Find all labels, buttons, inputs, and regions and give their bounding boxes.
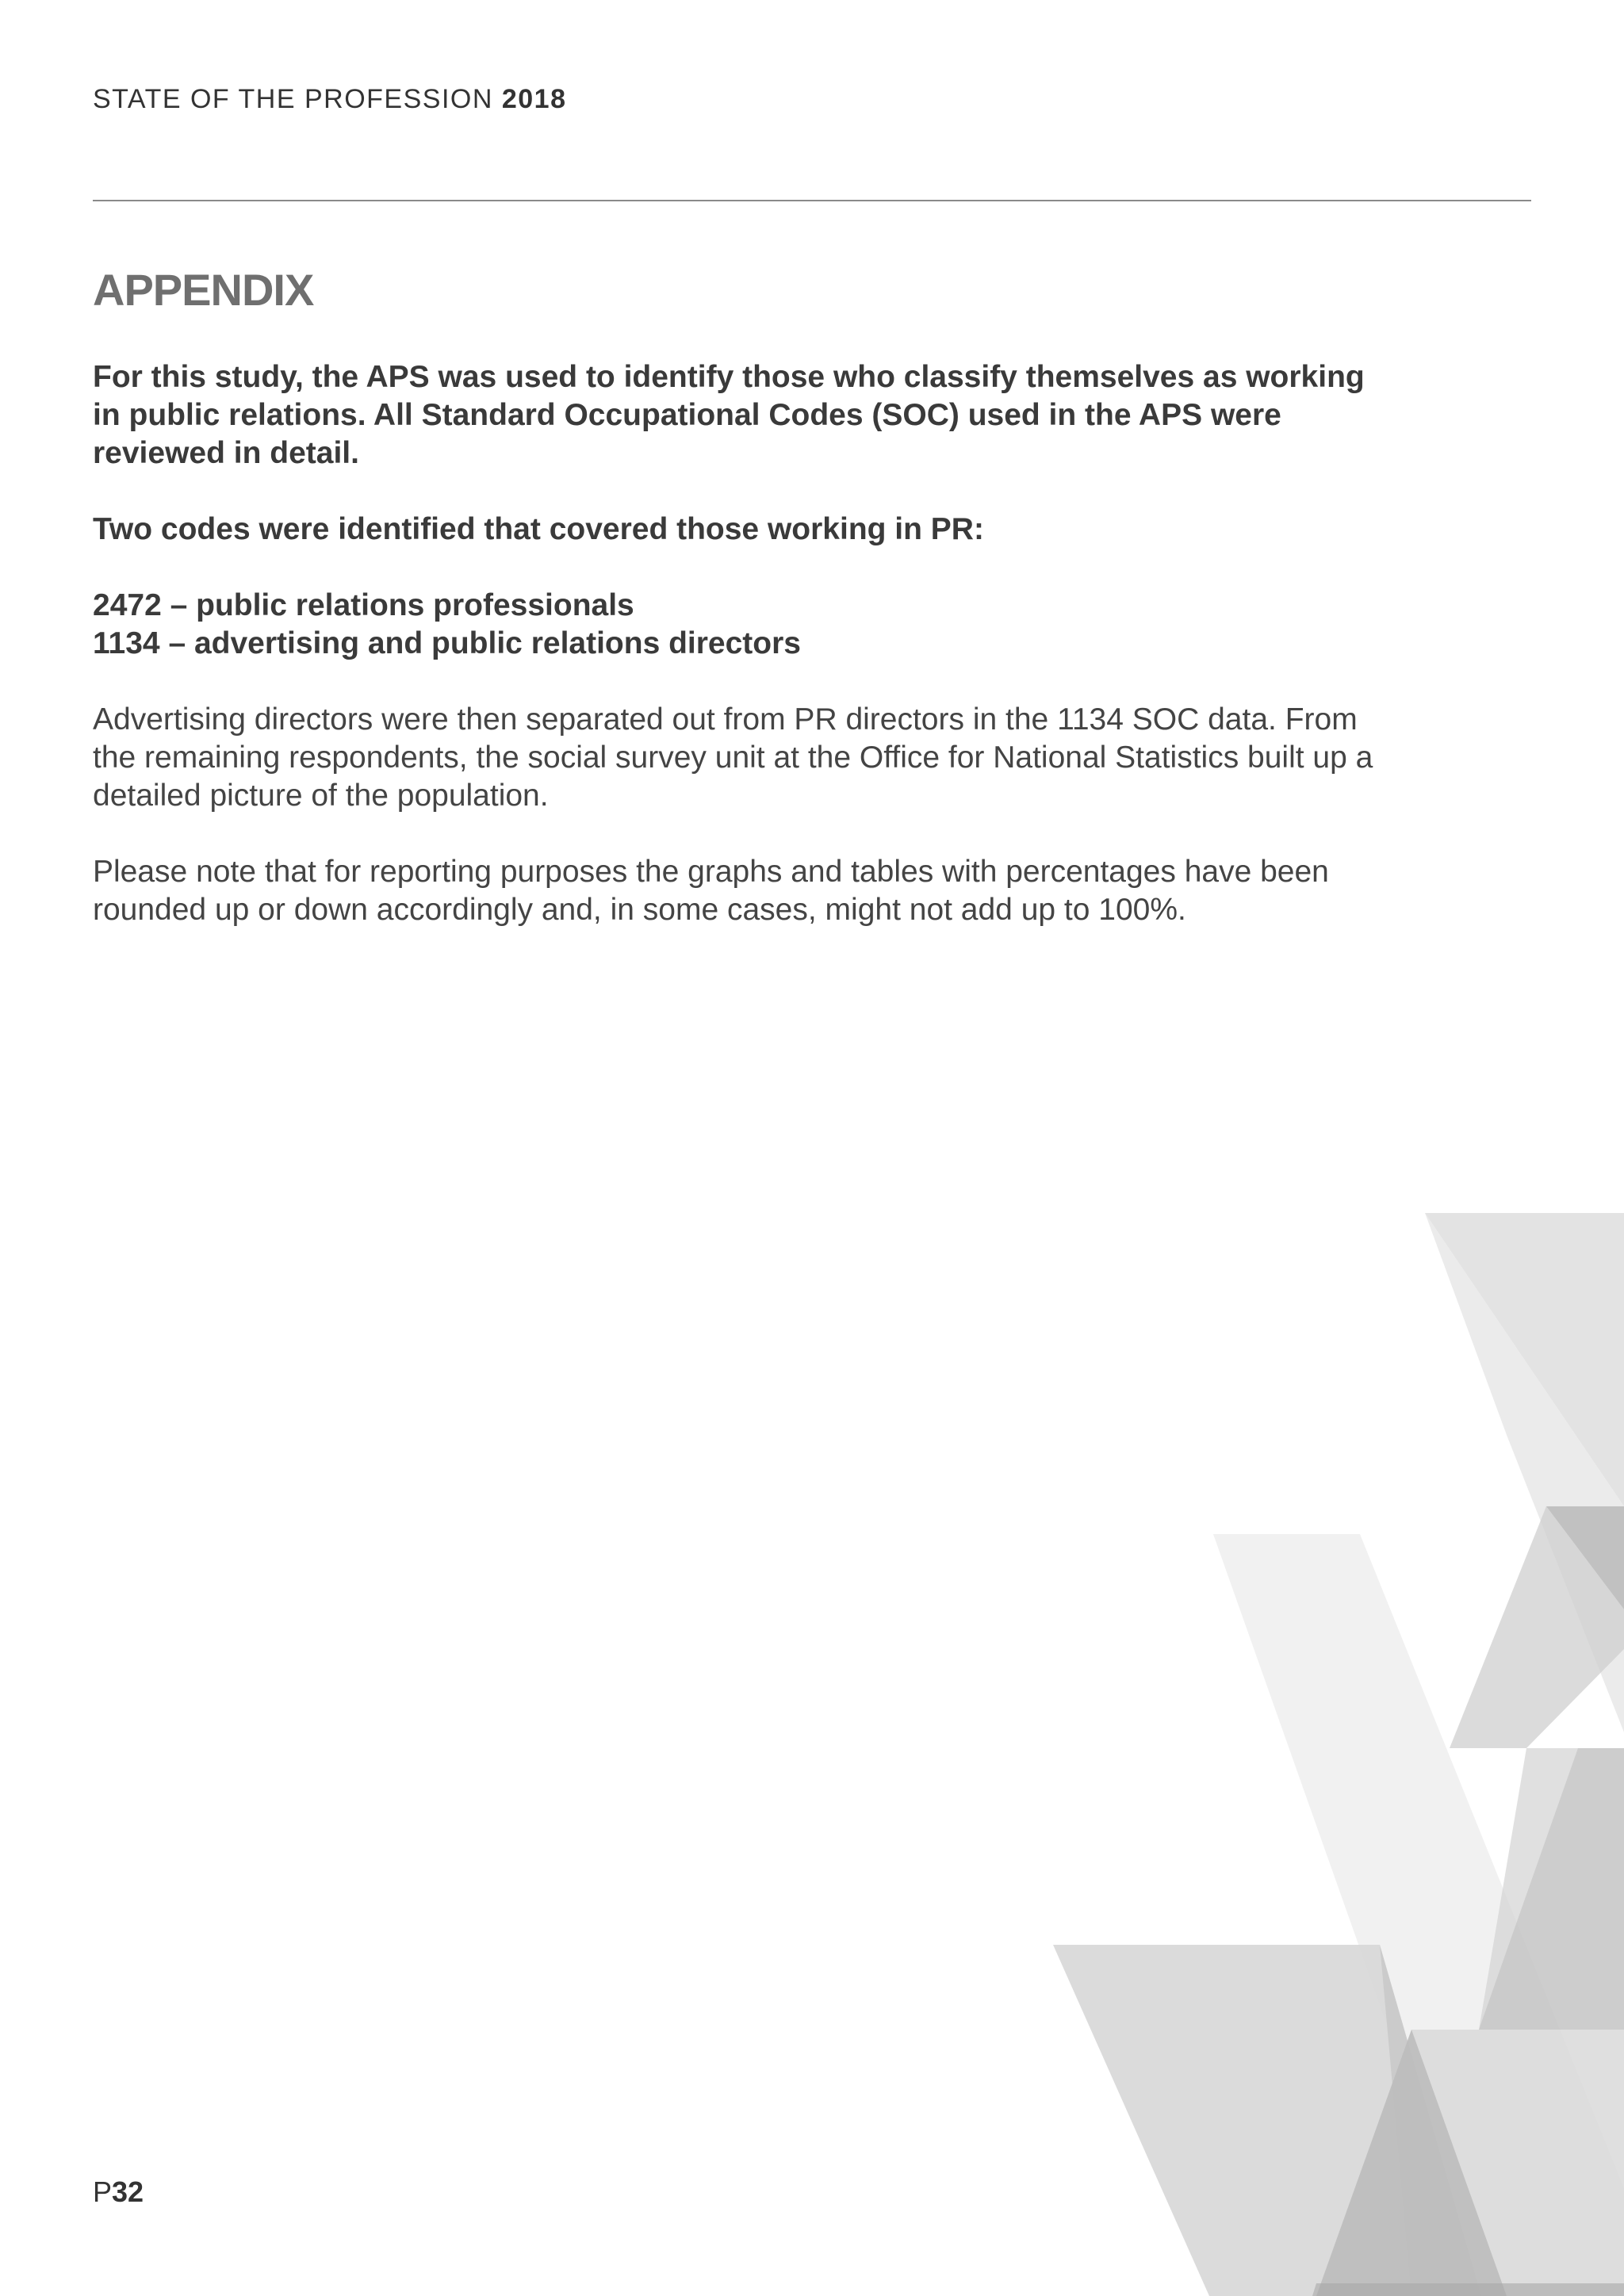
rounding-note-paragraph: Please note that for reporting purposes the graphs and tables with percentages have been rounded up or down accordingly and, in some cases, might not add up to 100%.	[93, 855, 1329, 927]
methodology-paragraph: Advertising directors were then separated out from PR directors in the 1134 SOC data. From the remaining respondents, the social survey unit at the Office for National Statistics built up a detailed picture of the population.	[93, 702, 1373, 813]
header-divider	[93, 200, 1531, 201]
soc-code-item: 2472 – public relations professionals	[93, 588, 634, 622]
geometric-shapes	[1053, 1213, 1624, 2296]
page-number	[93, 2175, 144, 2209]
running-header	[93, 84, 566, 115]
running-header-year: 2018	[501, 84, 567, 114]
codes-lead-paragraph: Two codes were identified that covered those working in PR:	[93, 512, 984, 546]
appendix-body	[93, 358, 1377, 967]
page-number-value: 32	[112, 2175, 144, 2208]
intro-paragraph: For this study, the APS was used to identify those who classify themselves as working in public relations. All Standard Occupational Codes (SOC) used in the APS were reviewed in detail.	[93, 360, 1365, 470]
page-number-prefix: P	[93, 2175, 113, 2208]
soc-code-list	[93, 587, 1377, 663]
section-heading: APPENDIX	[93, 265, 314, 315]
soc-code-item: 1134 – advertising and public relations directors	[93, 626, 801, 660]
running-header-title: STATE OF THE PROFESSION	[93, 84, 493, 114]
